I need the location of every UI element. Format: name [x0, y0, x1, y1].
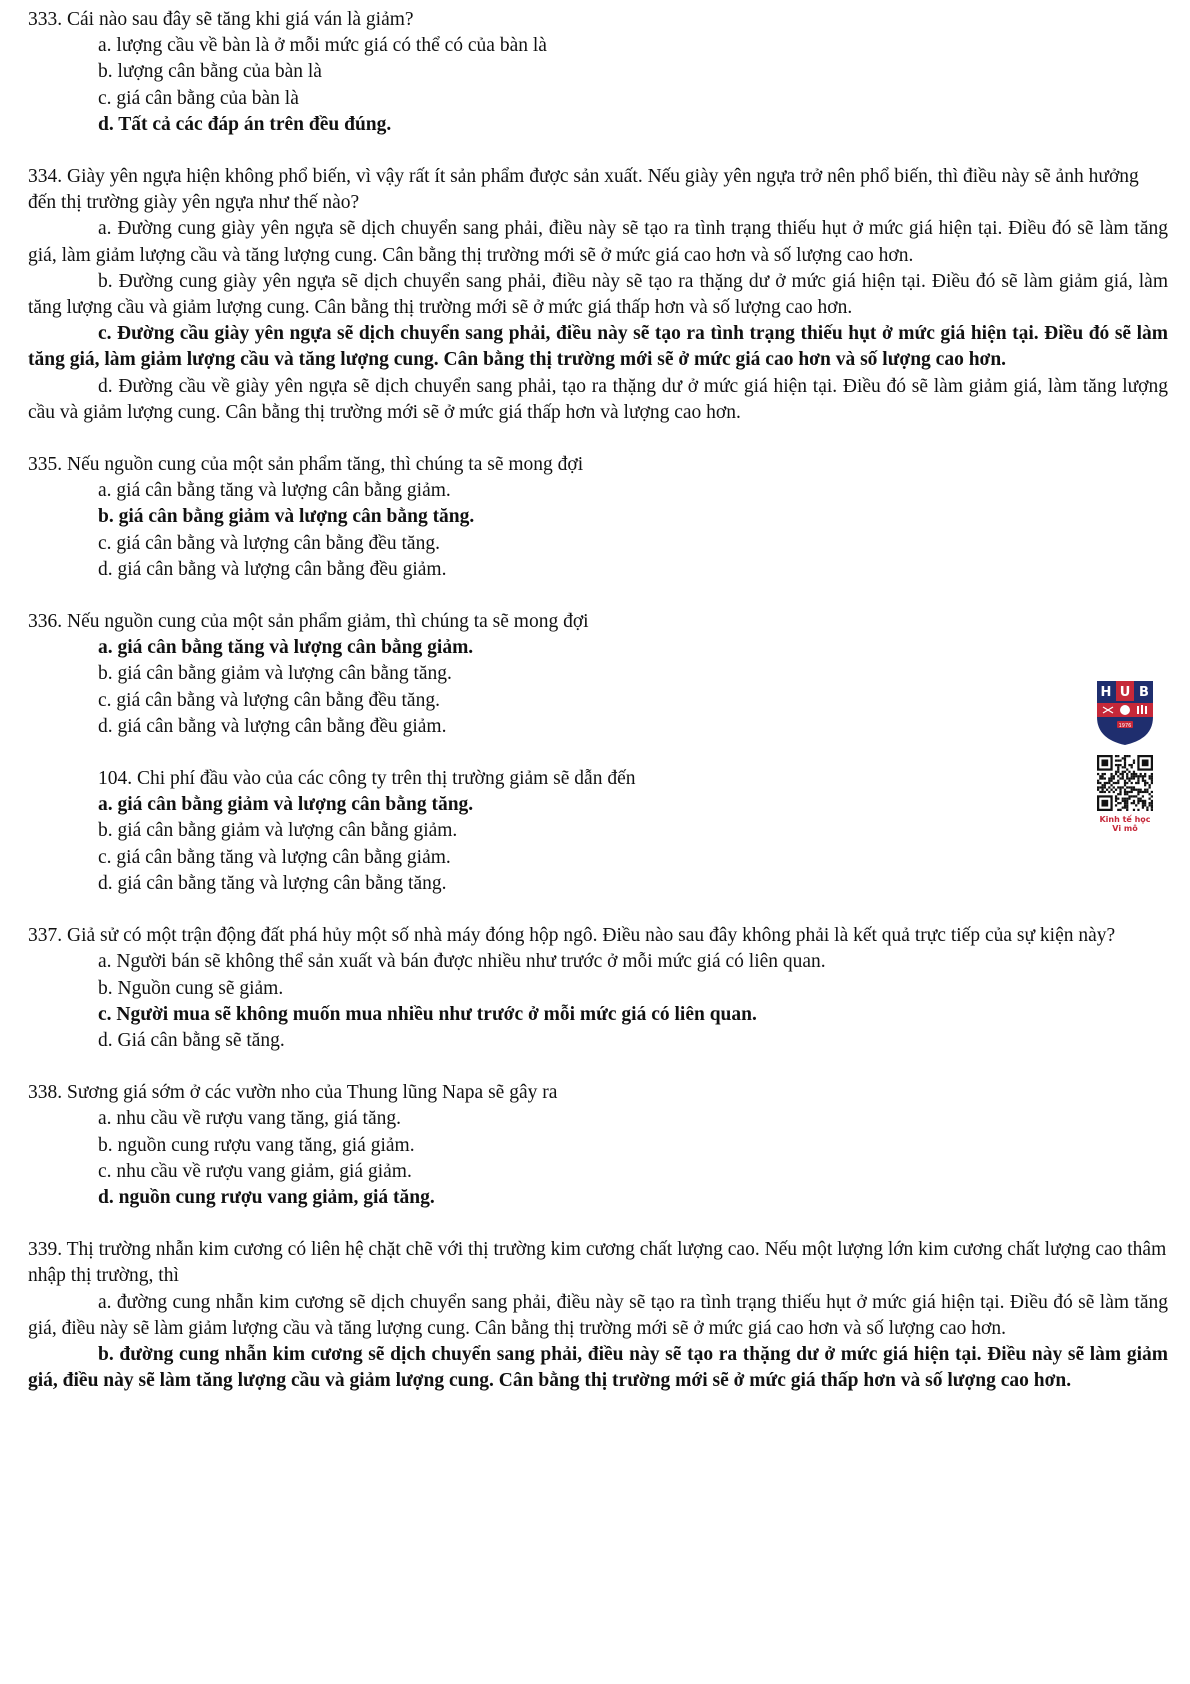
logo-letter-h: H	[1100, 685, 1112, 700]
hub-shield-icon	[1095, 677, 1155, 747]
question-block	[28, 766, 1168, 897]
question-block	[28, 1237, 1168, 1394]
logo-letter-u: U	[1119, 685, 1131, 700]
answer-option: d. giá cân bằng tăng và lượng cân bằng tăng.	[98, 872, 447, 894]
answer-option: d. giá cân bằng và lượng cân bằng đều giảm.	[98, 558, 447, 580]
answer-option-correct: b. đường cung nhẫn kim cương sẽ dịch chuyển sang phải, điều này sẽ tạo ra thặng dư ở mức giá hiện tại. Điều này sẽ làm giảm giá, điều này sẽ làm tăng lượng cầu và giảm lượng cung. Cân bằng thị trường mới sẽ ở mức giá thấp hơn và số lượng cao hơn.	[28, 1343, 1168, 1392]
answer-option-correct: d. Tất cả các đáp án trên đều đúng.	[98, 113, 392, 135]
logo-caption-course: Vi mô	[1112, 824, 1138, 833]
question-stem: 335. Nếu nguồn cung của một sản phẩm tăng, thì chúng ta sẽ mong đợi	[28, 454, 584, 476]
question-block	[28, 923, 1168, 1054]
answer-option-correct: d. nguồn cung rượu vang giảm, giá tăng.	[98, 1186, 435, 1208]
question-block	[28, 164, 1168, 426]
answer-option: d. Giá cân bằng sẽ tăng.	[98, 1029, 285, 1051]
question-stem: 104. Chi phí đầu vào của các công ty trên thị trường giảm sẽ dẫn đến	[98, 768, 636, 790]
answer-option: d. Đường cầu về giày yên ngựa sẽ dịch chuyển sang phải, tạo ra thặng dư ở mức giá hiện tại. Điều đó sẽ làm giảm giá, làm tăng lượng cầu và giảm lượng cung. Cân bằng thị trường mới sẽ ở mức giá thấp hơn và lượng cao hơn.	[28, 375, 1168, 423]
answer-option-correct: a. giá cân bằng tăng và lượng cân bằng giảm.	[98, 637, 474, 659]
answer-option-correct: c. Người mua sẽ không muốn mua nhiều như trước ở mỗi mức giá có liên quan.	[98, 1003, 757, 1025]
hub-logo	[1085, 677, 1165, 833]
answer-option: a. nhu cầu về rượu vang tăng, giá tăng.	[98, 1108, 401, 1130]
question-stem: 338. Sương giá sớm ở các vườn nho của Thung lũng Napa sẽ gây ra	[28, 1082, 558, 1104]
question-block	[28, 609, 1168, 740]
question-block	[28, 7, 1168, 138]
answer-option: a. đường cung nhẫn kim cương sẽ dịch chuyển sang phải, điều này sẽ tạo ra tình trạng thiếu hụt ở mức giá hiện tại. Điều đó sẽ làm tăng giá, điều này sẽ làm giảm lượng cầu và tăng lượng cung. Cân bằng thị trường mới sẽ ở mức giá cao hơn và số lượng cao hơn.	[28, 1291, 1168, 1339]
question-stem: 339. Thị trường nhẫn kim cương có liên hệ chặt chẽ với thị trường kim cương chất lượng cao. Nếu một lượng lớn kim cương chất lượng cao thâm nhập thị trường, thì	[28, 1239, 1167, 1287]
question-stem: 336. Nếu nguồn cung của một sản phẩm giảm, thì chúng ta sẽ mong đợi	[28, 611, 589, 633]
answer-option: c. giá cân bằng và lượng cân bằng đều tăng.	[98, 532, 440, 554]
answer-option: a. Đường cung giày yên ngựa sẽ dịch chuyển sang phải, điều này sẽ tạo ra tình trạng thiếu hụt ở mức giá hiện tại. Điều đó sẽ làm tăng giá, làm giảm lượng cầu và tăng lượng cung. Cân bằng thị trường mới sẽ ở mức giá cao hơn và số lượng cao hơn.	[28, 218, 1168, 266]
logo-letter-b: B	[1139, 685, 1149, 700]
answer-option: a. Người bán sẽ không thể sản xuất và bán được nhiều như trước ở mỗi mức giá có liên quan.	[98, 951, 826, 973]
logo-caption-subject: Kinh tế học	[1099, 815, 1151, 824]
answer-option-correct: b. giá cân bằng giảm và lượng cân bằng tăng.	[98, 506, 475, 528]
qr-code-icon[interactable]	[1097, 755, 1153, 811]
answer-option: a. lượng cầu về bàn là ở mỗi mức giá có thể có của bàn là	[98, 35, 547, 57]
answer-option: b. nguồn cung rượu vang tăng, giá giảm.	[98, 1134, 415, 1156]
answer-option: b. Nguồn cung sẽ giảm.	[98, 977, 284, 999]
answer-option: c. giá cân bằng của bàn là	[98, 87, 299, 109]
answer-option: c. giá cân bằng tăng và lượng cân bằng giảm.	[98, 846, 451, 868]
answer-option-correct: a. giá cân bằng giảm và lượng cân bằng tăng.	[98, 794, 474, 816]
question-block	[28, 452, 1168, 583]
answer-option: c. nhu cầu về rượu vang giảm, giá giảm.	[98, 1160, 412, 1182]
document-body	[28, 7, 1168, 1420]
answer-option-correct: c. Đường cầu giày yên ngựa sẽ dịch chuyển sang phải, điều này sẽ tạo ra tình trạng thiếu hụt ở mức giá hiện tại. Điều đó sẽ làm tăng giá, làm giảm lượng cầu và tăng lượng cung. Cân bằng thị trường mới sẽ ở mức giá cao hơn và số lượng cao hơn.	[28, 323, 1168, 371]
question-stem: 334. Giày yên ngựa hiện không phổ biến, vì vậy rất ít sản phẩm được sản xuất. Nếu giày yên ngựa trở nên phổ biến, thì điều này sẽ ảnh hưởng đến thị trường giày yên ngựa như thế nào?	[28, 166, 1139, 214]
answer-option: d. giá cân bằng và lượng cân bằng đều giảm.	[98, 715, 447, 737]
answer-option: b. Đường cung giày yên ngựa sẽ dịch chuyển sang phải, điều này sẽ tạo ra thặng dư ở mức giá hiện tại. Điều đó sẽ làm giảm giá, làm tăng lượng cầu và giảm lượng cung. Cân bằng thị trường mới sẽ ở mức giá thấp hơn và số lượng cao hơn.	[28, 270, 1168, 319]
answer-option: a. giá cân bằng tăng và lượng cân bằng giảm.	[98, 480, 451, 502]
question-stem: 337. Giả sử có một trận động đất phá hủy một số nhà máy đóng hộp ngô. Điều nào sau đây không phải là kết quả trực tiếp của sự kiện này?	[28, 925, 1116, 947]
answer-option: b. lượng cân bằng của bàn là	[98, 61, 322, 83]
question-block	[28, 1080, 1168, 1211]
answer-option: b. giá cân bằng giảm và lượng cân bằng giảm.	[98, 820, 458, 842]
logo-year: 1976	[1118, 723, 1132, 729]
answer-option: b. giá cân bằng giảm và lượng cân bằng tăng.	[98, 663, 452, 685]
question-stem: 333. Cái nào sau đây sẽ tăng khi giá ván là giảm?	[28, 9, 414, 30]
answer-option: c. giá cân bằng và lượng cân bằng đều tăng.	[98, 689, 440, 711]
